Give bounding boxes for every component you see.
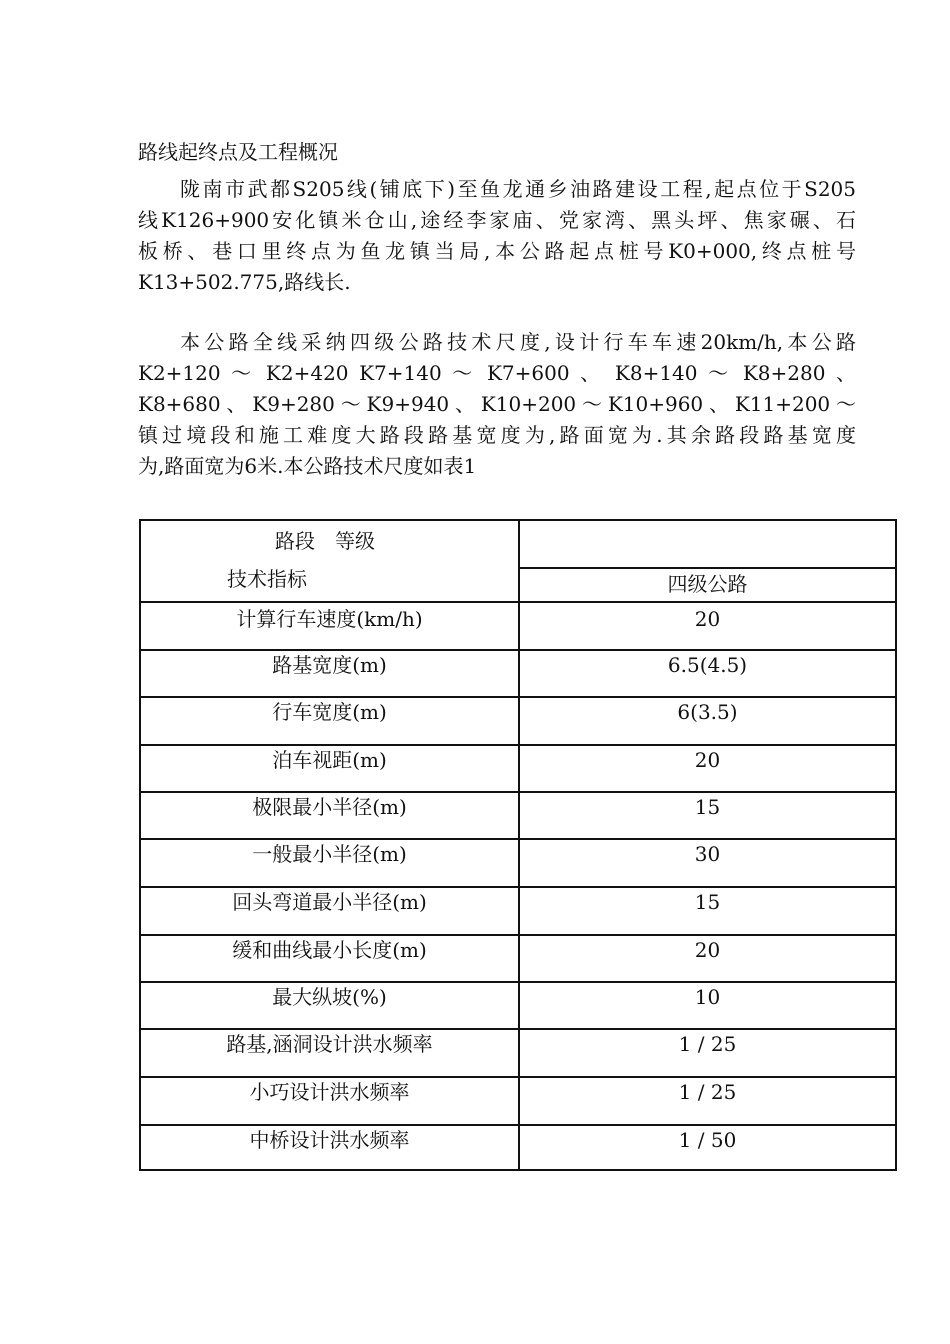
paragraph-line: 板桥、巷口里终点为鱼龙镇当局,本公路起点桩号K0+000,终点桩号 — [138, 239, 856, 263]
row-label: 泊车视距(m) — [140, 745, 519, 792]
row-value: 1 / 25 — [519, 1029, 896, 1077]
paragraph-overview — [138, 174, 856, 298]
row-value: 1 / 25 — [519, 1077, 896, 1125]
row-label: 一般最小半径(m) — [140, 839, 519, 887]
header-grade-top — [520, 521, 895, 569]
row-value: 6(3.5) — [519, 697, 896, 745]
row-label: 缓和曲线最小长度(m) — [140, 935, 519, 982]
table-row — [140, 697, 896, 745]
row-value: 15 — [519, 792, 896, 839]
section-heading: 路线起终点及工程概况 — [138, 140, 338, 164]
table-row — [140, 1125, 896, 1170]
row-label: 小巧设计洪水频率 — [140, 1077, 519, 1125]
table-row — [140, 887, 896, 935]
row-value: 1 / 50 — [519, 1125, 896, 1170]
paragraph-line: K8+680、K9+280～K9+940、K10+200～K10+960、K11+200～ — [138, 392, 856, 416]
row-value: 20 — [519, 745, 896, 792]
paragraph-line: 为,路面宽为6米.本公路技术尺度如表1 — [138, 454, 477, 478]
header-grade-label: 四级公路 — [667, 572, 748, 596]
table-row — [140, 935, 896, 982]
row-value: 6.5(4.5) — [519, 650, 896, 697]
row-label: 路基,涵洞设计洪水频率 — [140, 1029, 519, 1077]
row-label: 回头弯道最小半径(m) — [140, 887, 519, 935]
row-label: 最大纵坡(%) — [140, 982, 519, 1029]
row-value: 15 — [519, 887, 896, 935]
paragraph-line: 陇南市武都S205线(铺底下)至鱼龙通乡油路建设工程,起点位于S205 — [180, 177, 856, 201]
header-grade-cell — [519, 520, 896, 602]
paragraph-line: 本公路全线采纳四级公路技术尺度,设计行车车速20km/h,本公路 — [180, 330, 856, 354]
table-row — [140, 650, 896, 697]
row-label: 中桥设计洪水频率 — [140, 1125, 519, 1170]
header-corner-top: 路段 等级 — [275, 529, 375, 553]
paragraph-line: 镇过境段和施工难度大路段路基宽度为,路面宽为.其余路段路基宽度 — [138, 423, 856, 447]
row-value: 30 — [519, 839, 896, 887]
paragraph-line: K13+502.775,路线长. — [138, 270, 351, 294]
row-value: 10 — [519, 982, 896, 1029]
technical-standards-table — [139, 519, 897, 1171]
row-label: 路基宽度(m) — [140, 650, 519, 697]
table-row — [140, 1029, 896, 1077]
paragraph-line: 线K126+900安化镇米仓山,途经李家庙、党家湾、黑头坪、焦家碾、石 — [138, 208, 856, 232]
paragraph-line: K2+120 ～ K2+420 K7+140 ～ K7+600 、 K8+140 ～ K8+280 、 — [138, 361, 856, 385]
table-row — [140, 839, 896, 887]
table-header-row — [140, 520, 896, 602]
row-value: 20 — [519, 602, 896, 650]
table-row — [140, 602, 896, 650]
row-label: 行车宽度(m) — [140, 697, 519, 745]
row-label: 计算行车速度(km/h) — [140, 602, 519, 650]
paragraph-standards — [138, 327, 856, 482]
row-label: 极限最小半径(m) — [140, 792, 519, 839]
table-row — [140, 792, 896, 839]
header-corner-cell — [140, 520, 519, 602]
table-row — [140, 982, 896, 1029]
table-row — [140, 1077, 896, 1125]
table-row — [140, 745, 896, 792]
row-value: 20 — [519, 935, 896, 982]
header-corner-bottom: 技术指标 — [227, 567, 307, 591]
